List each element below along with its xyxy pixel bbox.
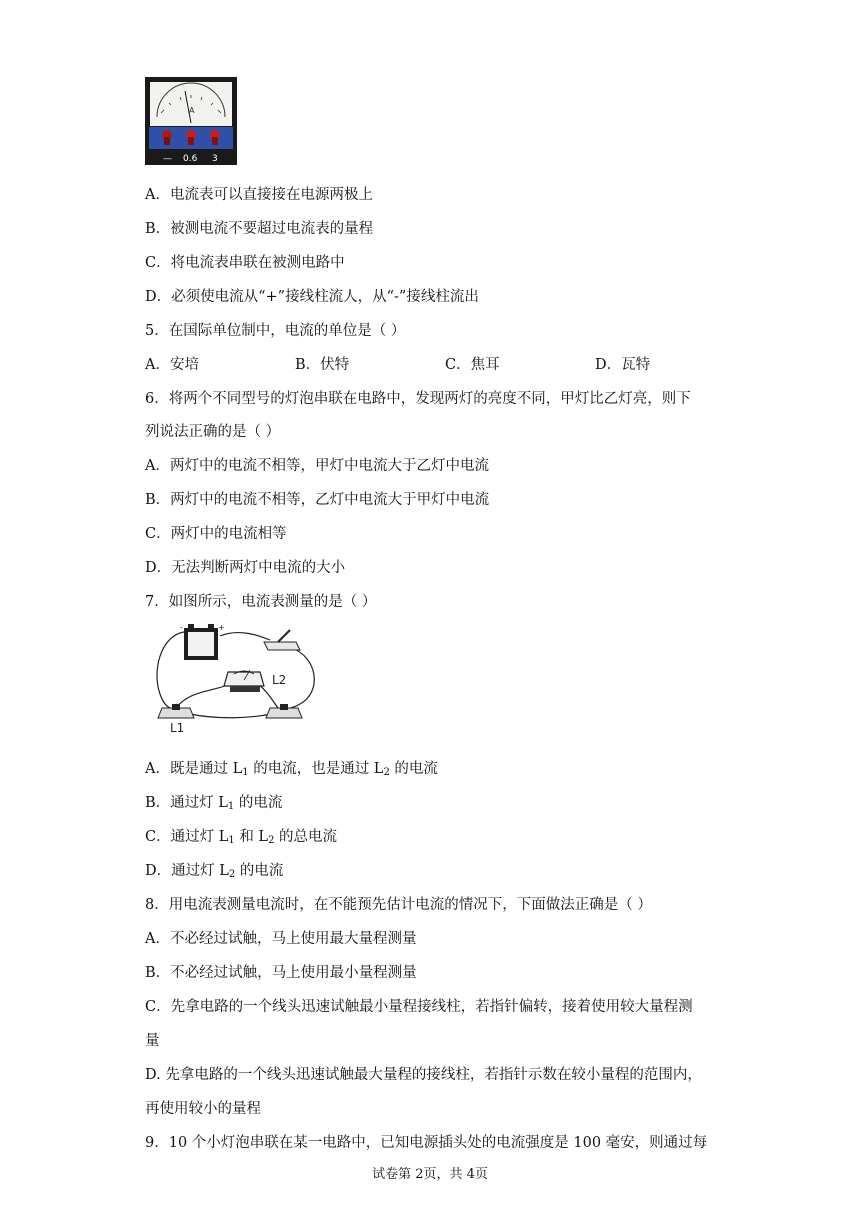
q4-option-c: C．将电流表串联在被测电路中 — [145, 255, 345, 271]
terminal-06-label: 0.6 — [183, 154, 198, 164]
q7-stem: 7．如图所示，电流表测量的是（ ） — [145, 594, 377, 610]
q5-option-b: B．伏特 — [295, 357, 350, 373]
q6-option-c: C．两灯中的电流相等 — [145, 526, 287, 542]
svg-text:+: + — [218, 623, 225, 632]
ammeter-unit: A — [189, 106, 195, 115]
q5-option-c: C．焦耳 — [445, 357, 500, 373]
q7-option-b: B．通过灯 $L_1$ 的电流 — [145, 795, 283, 812]
q8-stem: 8．用电流表测量电流时，在不能预先估计电流的情况下，下面做法正确是（ ） — [145, 897, 652, 913]
q8-option-c-line1: C．先拿电路的一个线头迅速试触最小量程接线柱，若指针偏转，接着使用较大量程测 — [145, 999, 693, 1015]
q7-option-c: C．通过灯 $L_1$ 和 $L_2$ 的总电流 — [145, 829, 338, 846]
ammeter-image — [145, 77, 237, 165]
q5-option-a: A．安培 — [145, 357, 199, 373]
terminal-minus-label: — — [163, 154, 172, 164]
q5-stem: 5．在国际单位制中，电流的单位是（ ） — [145, 323, 406, 339]
q8-option-a: A．不必经过试触，马上使用最大量程测量 — [145, 931, 417, 947]
q5-option-d: D．瓦特 — [595, 357, 651, 373]
q8-option-d-line1: D. 先拿电路的一个线头迅速试触最大量程的接线柱，若指针示数在较小量程的范围内， — [145, 1067, 702, 1083]
q6-option-b: B．两灯中的电流不相等，乙灯中电流大于甲灯中电流 — [145, 492, 490, 508]
q4-option-d: D．必须使电流从“+”接线柱流人，从“-”接线柱流出 — [145, 289, 479, 305]
q7-option-d: D．通过灯 $L_2$ 的电流 — [145, 863, 284, 880]
q8-option-d-line2: 再使用较小的量程 — [145, 1101, 261, 1117]
q4-option-b: B．被测电流不要超过电流表的量程 — [145, 221, 374, 237]
q6-stem-line1: 6．将两个不同型号的灯泡串联在电路中，发现两灯的亮度不同，甲灯比乙灯亮，则下 — [145, 391, 691, 407]
label-l2: L2 — [272, 673, 287, 687]
page-footer: 试卷第 2页，共 4页 — [372, 1167, 488, 1182]
q6-option-a: A．两灯中的电流不相等，甲灯中电流大于乙灯中电流 — [145, 458, 489, 474]
label-l1: L1 — [170, 721, 185, 734]
q6-stem-line2: 列说法正确的是（ ） — [145, 424, 281, 440]
q6-option-d: D．无法判断两灯中电流的大小 — [145, 560, 346, 576]
q9-stem: 9．10 个小灯泡串联在某一电路中，已知电源插头处的电流强度是 100 毫安，则通过每 — [145, 1135, 708, 1151]
q8-option-c-line2: 量 — [145, 1033, 160, 1049]
circuit-diagram — [150, 622, 330, 734]
q7-option-a: A．既是通过 $L_1$ 的电流，也是通过 $L_2$ 的电流 — [145, 761, 438, 778]
q8-option-b: B．不必经过试触，马上使用最小量程测量 — [145, 965, 417, 981]
terminal-3-label: 3 — [212, 154, 218, 164]
q4-option-a: A．电流表可以直接接在电源两极上 — [145, 187, 373, 203]
svg-text:-: - — [180, 623, 183, 632]
